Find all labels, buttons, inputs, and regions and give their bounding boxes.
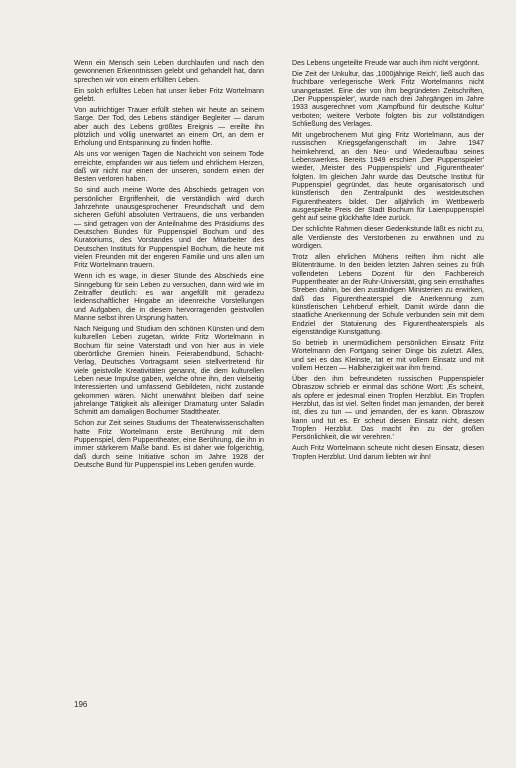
paragraph: Ein solch erfülltes Leben hat unser lieber Fritz Wortelmann gelebt. <box>74 86 264 103</box>
page-number: 196 <box>74 700 88 709</box>
paragraph: Der schlichte Rahmen dieser Gedenkstunde läßt es nicht zu, alle Verdienste des Verstorbenen zu erwähnen und zu würdigen. <box>292 225 484 250</box>
paragraph: Mit ungebrochenem Mut ging Fritz Wortelmann, aus der russischen Kriegsgefangenschaft im Jahre 1947 heimkehrend, an den Neu- und Wiederaufbau seines Lebenswerkes. Bereits 1949 erschien ‚Der Puppenspieler' wieder, ‚Meister des Puppenspiels' und ‚Figurentheater' folgten. Im gleichen Jahr wurde das Deutsche Institut für Puppenspiel gegründet, das heute organisatorisch und künstlerisch den Zentralpunkt des westdeutschen Figurentheaters bildet. Der alljährlich im Wettbewerb ausgespielte Preis der Stadt Bochum für Laienpuppenspiel geht auf seine glückhafte Idee zurück. <box>292 130 484 223</box>
paragraph: Schon zur Zeit seines Studiums der Theaterwissenschaften hatte Fritz Wortelmann erste Berührung mit dem Puppenspiel, dem Puppentheater, eine Berührung, die ihn in immer stärkerem Maße band. Es ist daher wie folgerichtig, daß durch seine Initiative schon im Jahre 1928 der Deutsche Bund für Puppenspiel ins Leben gerufen wurde. <box>74 419 264 469</box>
paragraph: Auch Fritz Wortelmann scheute nicht diesen Einsatz, diesen Tropfen Herzblut. Und darum liebten wir ihn! <box>292 444 484 461</box>
paragraph: Über den ihm befreundeten russischen Puppenspieler Obraszow schrieb er einmal das schöne Wort: ‚Es scheint, als opfere er jedesmal einen Tropfen Herzblut. Ein Tropfen Herzblut, das ist viel. Selten findet man jemanden, der bereit ist, dies zu tun — und jemanden, der es kann. Obraszow kann und tut es. Er scheut diesen Einsatz nicht, diesen Tropfen Herzblut. Das macht ihn zu der großen Persönlichkeit, die wir verehren.' <box>292 374 484 442</box>
paragraph: Des Lebens ungeteilte Freude war auch ihm nicht vergönnt. <box>292 59 480 67</box>
left-column <box>74 59 264 472</box>
paragraph: Als uns vor wenigen Tagen die Nachricht von seinem Tode erreichte, empfanden wir aus tiefem und ehrlichem Herzen, daß wir nicht nur einen der unseren, sondern einen der Besten verloren haben. <box>74 150 264 184</box>
paragraph: Trotz allen ehrlichen Mühens reiften ihm nicht alle Blütenträume. In den beiden letzten Jahren seines zu früh vollendeten Lebens Dozent für den Fachbereich Puppentheater an der Ruhr-Universität, ging sein ernsthaftes Streben dahin, bei den zuständigen Ministerien zu erwirken, daß das Figurentheaterspiel die Anerkennung zum künstlerischen Lehrberuf erhielt. Damit würde dann die staatliche Anerkennung der Schule verbunden sein mit dem Endziel der Statuierung des Figurentheaterspiels als eigenständige Kunstgattung. <box>292 252 484 337</box>
paragraph: Nach Neigung und Studium den schönen Künsten und dem kulturellen Leben zugetan, wirkte Fritz Wortelmann in Bochum für seine Vaterstadt und von hier aus in viele überörtliche Gremien hinein. Feierabendbund, Schacht-Verlag, Deutsches Vortragsamt seien stellvertretend für viele geistvolle Kreativitäten genannt, die dem kulturellen Leben neue Impulse gaben, welche ohne ihn, den vielseitig Interessierten und umfassend Gebildeten, nicht zustande gekommen wären. Nicht unerwähnt bleiben darf seine jahrelange Tätigkeit als alleiniger Dramaturg unter Saladin Schmitt am damaligen Bochumer Stadttheater. <box>74 324 264 417</box>
paragraph: So betrieb in unermüdlichem persönlichen Einsatz Fritz Wortelmann den Fortgang seiner Dinge bis zuletzt. Alles, und sei es das Kleinste, tat er mit vollem Einsatz und mit vollem Herzen — Halbherzigkeit war ihm fremd. <box>292 338 484 372</box>
paragraph: Von aufrichtiger Trauer erfüllt stehen wir heute an seinem Sarge. Der Tod, des Lebens ständiger Begleiter — darum aber auch des Lebens größtes Ereignis — ereilte ihn plötzlich und völlig unerwartet an einem Ort, an dem er Erholung und Entspannung zu finden hoffte. <box>74 105 264 148</box>
paragraph: Wenn ein Mensch sein Leben durchlaufen und nach den gewonnenen Erkenntnissen gelebt und gehandelt hat, dann sprechen wir von einem erfüllten Leben. <box>74 59 264 84</box>
right-column <box>292 59 484 464</box>
paragraph: Wenn ich es wage, in dieser Stunde des Abschieds eine Sinngebung für sein Leben zu versuchen, dann wird wie im Zeitraffer deutlich: es war angefüllt mit geradezu leidenschaftlicher Hingabe an ideenreiche Vorstellungen und Aufgaben, die in diesem hervorragenden geistvollen Manne selbst ihren Ursprung hatten. <box>74 272 264 322</box>
paragraph: Die Zeit der Unkultur, das ‚1000jährige Reich', ließ auch das fruchtbare verlegerische Werk Fritz Wortelmanns nicht unangetastet. Eine der von ihm begründeten Zeitschriften, ‚Der Puppenspieler', wurde nach drei Jahrgängen im Jahre 1933 ausgerechnet vom ‚Kampfbund für deutsche Kultur' verboten; weitere Verbote folgten bis zur vollständigen Schließung des Verlages. <box>292 69 484 128</box>
paragraph: So sind auch meine Worte des Abschieds getragen von persönlicher Ergriffenheit, die verständlich wird durch Jahrzehnte unausgesprochener Freundschaft und dem sicheren Gefühl absoluten Vertrauens, die uns verbanden — sind getragen von der Anteilnahme des Präsidiums des Deutschen Bundes für Puppenspiel Bochum und des Kuratoriums, des Vorstandes und der Mitarbeiter des Deutschen Instituts für Puppenspiel Bochum, die heute mit vielen Freunden mit der engeren Familie und uns allen um Fritz Wortelmann trauern. <box>74 186 264 270</box>
